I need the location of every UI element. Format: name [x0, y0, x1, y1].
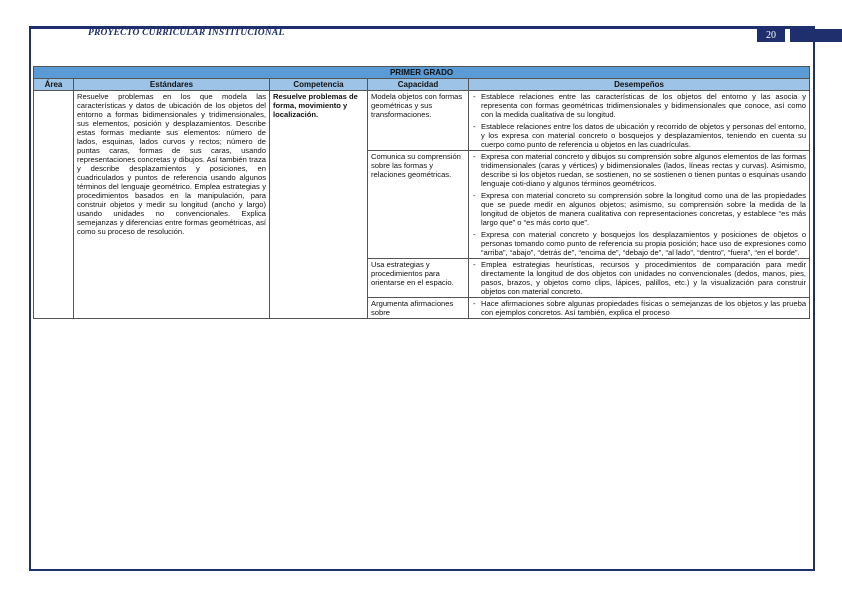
desempeno-item: - Emplea estrategias heurísticas, recursos y procedimientos de comparación para medir directamente la longitud de dos objetos con unidades no convencionales (dedos, manos, pies, pasos, brazos, y objetos como clips, lápices, palillos, etc.) y la visualización para construir objetos con material concreto.	[472, 260, 806, 296]
column-header-desempenos: Desempeños	[469, 79, 810, 91]
column-header-competencia: Competencia	[270, 79, 368, 91]
grade-title: PRIMER GRADO	[34, 67, 810, 79]
capacidad-cell: Comunica su comprensión sobre las formas y relaciones geométricas.	[368, 151, 469, 259]
desempeno-item: - Establece relaciones entre las características de los objetos del entorno y las asocia y representa con formas geométricas tridimensionales y bidimensionales que conoce, así como con la medida cualitativa de su longitud.	[472, 92, 806, 119]
capacidad-cell: Usa estrategias y procedimientos para orientarse en el espacio.	[368, 259, 469, 298]
estandares-cell: Resuelve problemas en los que modela las características y datos de ubicación de los objetos del entorno a formas bidimensionales y tridimensionales, sus elementos, posición y desplazamientos. Describe estas formas mediante sus elementos: número de lados, esquinas, lados curvos y rectos; número de puntas caras, formas de sus caras, usando representaciones concretas y dibujos. Así también traza y describe desplazamientos y posiciones, en cuadriculados y puntos de referencia usando algunos términos del lenguaje geométrico. Emplea estrategias y procedimientos basados en la manipulación, para construir objetos y medir su longitud (ancho y largo) usando unidades no convencionales. Explica semejanzas y diferencias entre formas geométricas, así como su proceso de resolución.	[74, 91, 270, 319]
capacidad-cell: Modela objetos con formas geométricas y sus transformaciones.	[368, 91, 469, 151]
curriculum-table	[33, 66, 810, 319]
desempenos-cell	[469, 298, 810, 319]
desempenos-cell	[469, 91, 810, 151]
page-tab-decoration	[790, 29, 842, 42]
desempeno-item: - Hace afirmaciones sobre algunas propiedades físicas o semejanzas de los objetos y las prueba con ejemplos concretos. Así también, explica el proceso	[472, 299, 806, 317]
grade-title-row	[34, 67, 810, 79]
column-header-area: Área	[34, 79, 74, 91]
document-header-title: PROYECTO CURRICULAR INSTITUCIONAL	[88, 28, 285, 38]
area-cell	[34, 91, 74, 319]
desempenos-cell	[469, 259, 810, 298]
desempeno-item: - Expresa con material concreto su comprensión sobre la longitud como una de las propiedades que se puede medir en algunos objetos; asimismo, su comprensión sobre la medida de la longitud de objetos de manera cualitativa con representaciones concretas, y establece “es más largo que” o “es más corto que”.	[472, 191, 806, 227]
column-header-capacidad: Capacidad	[368, 79, 469, 91]
page-number: 20	[757, 29, 785, 42]
column-header-row	[34, 79, 810, 91]
desempeno-item: - Expresa con material concreto y bosquejos los desplazamientos y posiciones de objetos o personas tomando como punto de referencia su propia posición; hace uso de expresiones como “arriba”, “abajo”, “detrás de”, “encima de”, “debajo de”, “al lado”, “dentro”, “fuera”, “en el borde”.	[472, 230, 806, 257]
column-header-estandares: Estándares	[74, 79, 270, 91]
table-row	[34, 91, 810, 151]
capacidad-cell: Argumenta afirmaciones sobre	[368, 298, 469, 319]
desempenos-cell	[469, 151, 810, 259]
competencia-cell: Resuelve problemas de forma, movimiento y localización.	[270, 91, 368, 319]
desempeno-item: - Establece relaciones entre los datos de ubicación y recorrido de objetos y personas del entorno, y los expresa con material concreto o bosquejos y desplazamientos, teniendo en cuenta su cuerpo como punto de referencia u objetos en las cuadrículas.	[472, 122, 806, 149]
desempeno-item: - Expresa con material concreto y dibujos su comprensión sobre algunos elementos de las formas tridimensionales (caras y vértices) y bidimensionales (lados, líneas rectas y curvas). Asimismo, describe si los objetos ruedan, se sostienen, no se sostienen o tienen puntas o esquinas usando lenguaje coti-diano y algunos términos geométricos.	[472, 152, 806, 188]
